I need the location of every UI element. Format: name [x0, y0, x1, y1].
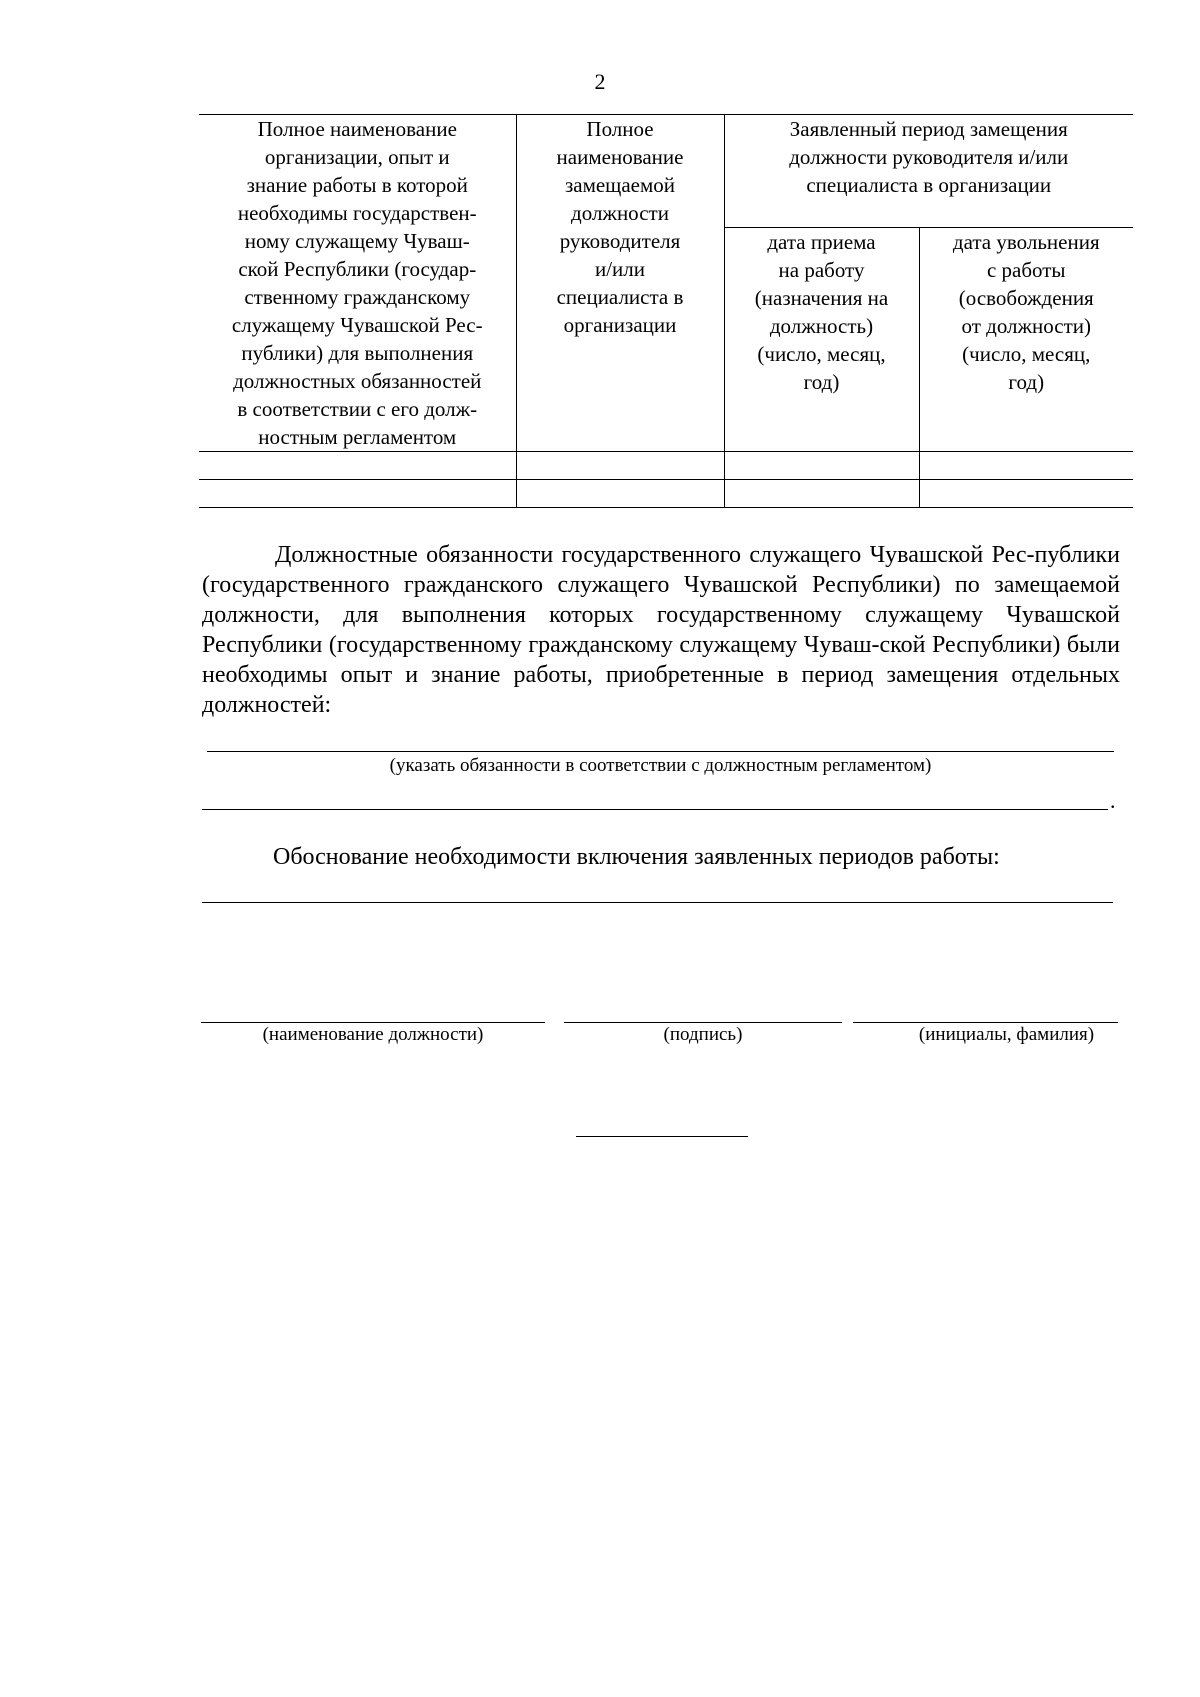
dismissal-date-header-line: дата увольнения	[952, 229, 1100, 254]
dismissal-date-header-text	[924, 228, 1130, 396]
duties-paragraph-text: Должностные обязанности государственного служащего Чувашской Рес-публики (государственного гражданского служащего Чувашской Республики) по замещаемой должности, для выполнения которых государственному служащему Чувашской Республики (государственному гражданскому служащему Чуваш-ской Республики) были необходимы опыт и знание работы, приобретенные в период замещения отдельных должностей:	[202, 542, 1120, 718]
organization-header-line: знание работы в которой	[246, 173, 468, 197]
duties-paragraph	[202, 540, 1120, 720]
trailing-period: .	[1110, 788, 1116, 813]
organization-cell[interactable]	[199, 480, 516, 508]
duties-line-2[interactable]	[202, 809, 1108, 810]
dismissal-date-header-line: год)	[1008, 369, 1045, 394]
dismissal-date-column-header	[919, 227, 1133, 451]
organization-cell[interactable]	[199, 452, 516, 480]
position-header-line: наименование	[556, 145, 684, 169]
dismissal-date-header-line: от должности)	[961, 313, 1092, 338]
table-header-row	[199, 115, 1133, 228]
organization-header-line: ской Республики (государ-	[238, 257, 477, 281]
position-column-header	[516, 115, 724, 452]
position-caption: (наименование должности)	[262, 1024, 484, 1045]
dismissal-date-cell[interactable]	[919, 452, 1133, 480]
position-header-line: и/или	[594, 257, 646, 281]
hire-date-column-header	[724, 227, 919, 451]
position-header-line: руководителя	[559, 229, 681, 253]
work-periods-table	[199, 114, 1133, 508]
organization-column-header	[199, 115, 516, 452]
position-header-line: Полное	[586, 117, 654, 141]
period-group-header-text	[729, 115, 1130, 199]
hire-date-header-line: на работу	[778, 257, 865, 282]
organization-header-line: в соответствии с его долж-	[237, 397, 478, 421]
duties-caption: (указать обязанности в соответствии с должностным регламентом)	[389, 755, 932, 776]
position-header-line: должности	[571, 201, 669, 225]
organization-header-line: необходимы государствен-	[237, 201, 477, 225]
signature-caption: (подпись)	[663, 1024, 743, 1045]
position-header-line: организации	[563, 313, 677, 337]
justification-line[interactable]	[202, 902, 1113, 903]
hire-date-header-line: дата приема	[767, 229, 876, 254]
organization-header-text	[203, 115, 512, 451]
dismissal-date-cell[interactable]	[919, 480, 1133, 508]
organization-header-line: ному служащему Чуваш-	[244, 229, 470, 253]
period-group-header-line: Заявленный период замещения	[789, 117, 1068, 141]
duties-line[interactable]	[207, 751, 1114, 752]
organization-header-line: ностным регламентом	[258, 425, 457, 449]
period-group-header-line: должности руководителя и/или	[789, 145, 1069, 169]
position-signature-line[interactable]	[201, 1022, 545, 1023]
organization-header-line: Полное наименование	[257, 117, 457, 141]
page-number: 2	[594, 69, 606, 94]
table-row	[199, 452, 1133, 480]
signature-line[interactable]	[564, 1022, 842, 1023]
organization-header-line: организации, опыт и	[264, 145, 450, 169]
position-header-line: специалиста в	[556, 285, 684, 309]
period-group-header	[724, 115, 1133, 228]
period-group-header-line: специалиста в организации	[806, 173, 1052, 197]
organization-header-line: ственному гражданскому	[244, 285, 471, 309]
dismissal-date-header-line: (число, месяц,	[962, 341, 1091, 366]
hire-date-header-line: (назначения на	[754, 285, 889, 310]
organization-header-line: служащему Чувашской Рес-	[231, 313, 483, 337]
dismissal-date-header-line: с работы	[986, 257, 1066, 282]
position-header-line: замещаемой	[564, 173, 676, 197]
position-cell[interactable]	[516, 452, 724, 480]
organization-header-line: должностных обязанностей	[233, 369, 482, 393]
name-signature-line[interactable]	[853, 1022, 1118, 1023]
table-row	[199, 480, 1133, 508]
justification-heading: Обоснование необходимости включения заявленных периодов работы:	[273, 844, 1000, 870]
position-header-text	[521, 115, 720, 339]
hire-date-header-line: (число, месяц,	[757, 341, 886, 366]
hire-date-header-line: должность)	[769, 313, 874, 338]
hire-date-cell[interactable]	[724, 480, 919, 508]
hire-date-header-text	[729, 228, 915, 396]
dismissal-date-header-line: (освобождения	[958, 285, 1094, 310]
name-caption: (инициалы, фамилия)	[918, 1024, 1095, 1045]
closing-divider	[576, 1136, 748, 1137]
position-cell[interactable]	[516, 480, 724, 508]
hire-date-header-line: год)	[803, 369, 840, 394]
hire-date-cell[interactable]	[724, 452, 919, 480]
organization-header-line: публики) для выполнения	[241, 341, 474, 365]
